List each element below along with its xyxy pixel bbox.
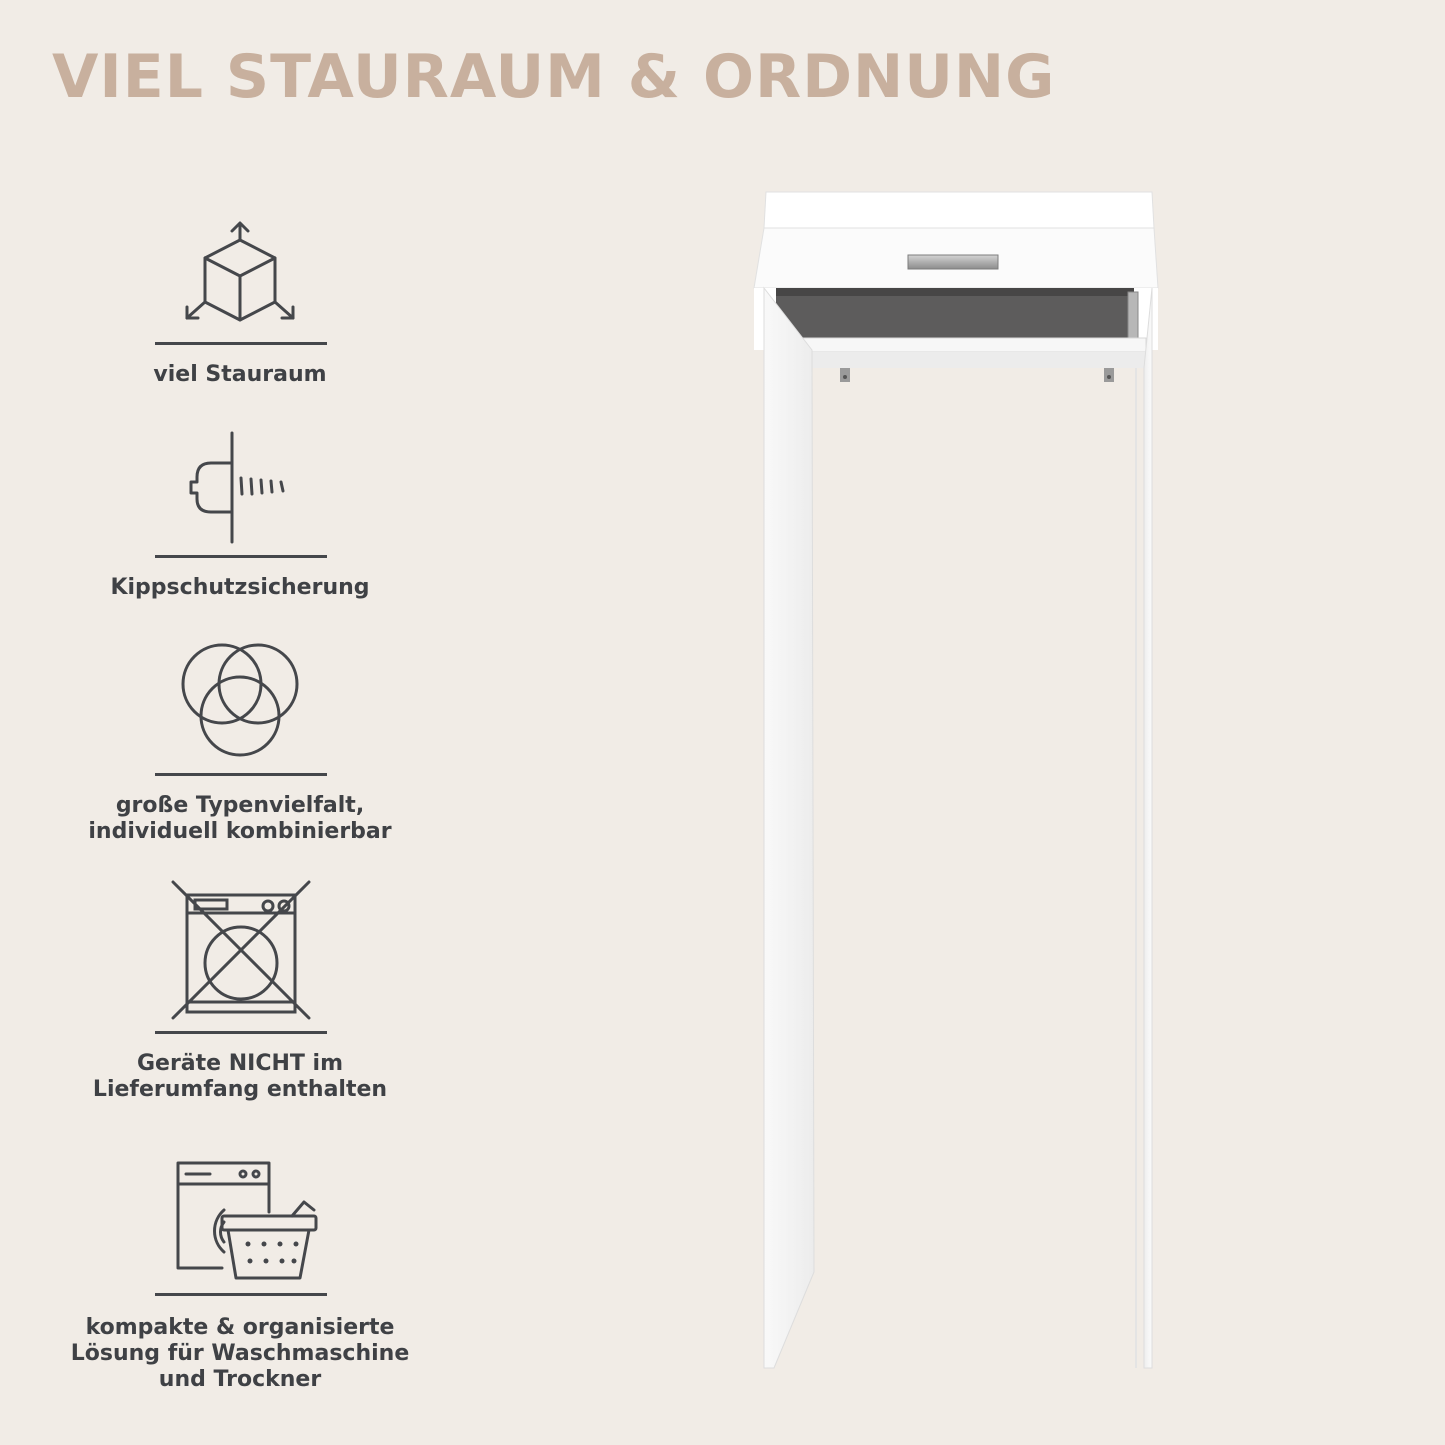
divider bbox=[155, 1293, 327, 1296]
feature-label: Geräte NICHT im Lieferumfang enthalten bbox=[92, 1051, 388, 1102]
feature-label: kompakte & organisierte Lösung für Waschmaschine und Trockner bbox=[70, 1315, 410, 1392]
washing-machine-cabinet-image bbox=[740, 180, 1180, 1380]
cube-arrows-icon bbox=[175, 210, 305, 330]
divider bbox=[155, 555, 327, 558]
feature-label: Kippschutzsicherung bbox=[110, 575, 370, 600]
crossed-out-washing-machine-icon bbox=[165, 878, 315, 1028]
divider bbox=[155, 342, 327, 345]
washer-laundry-basket-icon bbox=[170, 1160, 320, 1285]
headline: VIEL STAURAUM & ORDNUNG bbox=[52, 42, 1056, 112]
feature-label: große Typenvielfalt, individuell kombinierbar bbox=[88, 793, 392, 844]
overlapping-circles-icon bbox=[175, 640, 305, 760]
divider bbox=[155, 773, 327, 776]
feature-label: viel Stauraum bbox=[153, 362, 327, 387]
divider bbox=[155, 1031, 327, 1034]
anti-tip-screw-icon bbox=[175, 430, 305, 550]
